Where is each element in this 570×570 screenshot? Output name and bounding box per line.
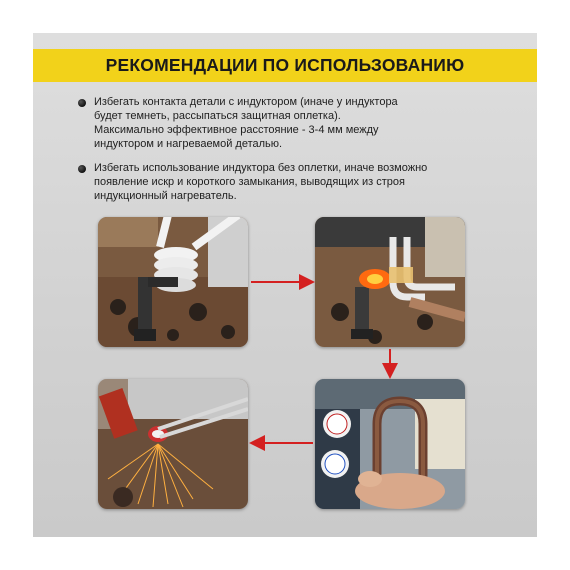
recommendation-item [78,161,518,203]
recommendation-text-line: индукционный нагреватель. [94,190,237,202]
coil-on-bolt-illustration [98,217,248,347]
coil-on-bolt-photo [98,217,248,347]
bolt-glowing-illustration [315,217,465,347]
bare-inductor-illustration [315,379,465,509]
bolt-glowing-photo [315,217,465,347]
recommendation-text-line: Избегать использование индуктора без оплетки, иначе возможно [94,162,428,174]
recommendation-text-line: Максимально эффективное расстояние - 3-4 мм между [94,124,379,136]
recommendation-text-line: будет темнеть, рассыпаться защитная оплетка). [94,110,341,122]
recommendation-item [78,95,518,151]
recommendation-text-line: Избегать контакта детали с индуктором (иначе у индуктора [94,96,398,108]
sparks-illustration [98,379,248,509]
bullet-icon [78,165,86,173]
bullet-icon [78,99,86,107]
page-title: РЕКОМЕНДАЦИИ ПО ИСПОЛЬЗОВАНИЮ [105,55,465,75]
recommendation-text-line: появление искр и короткого замыкания, выводящих из строя [94,176,406,188]
instruction-card [33,33,537,537]
recommendation-list [78,95,518,213]
recommendation-text-line: индуктором и нагреваемой деталью. [94,138,283,150]
title-banner [33,49,537,82]
sparks-cutting-photo [98,379,248,509]
bare-inductor-hand-photo [315,379,465,509]
